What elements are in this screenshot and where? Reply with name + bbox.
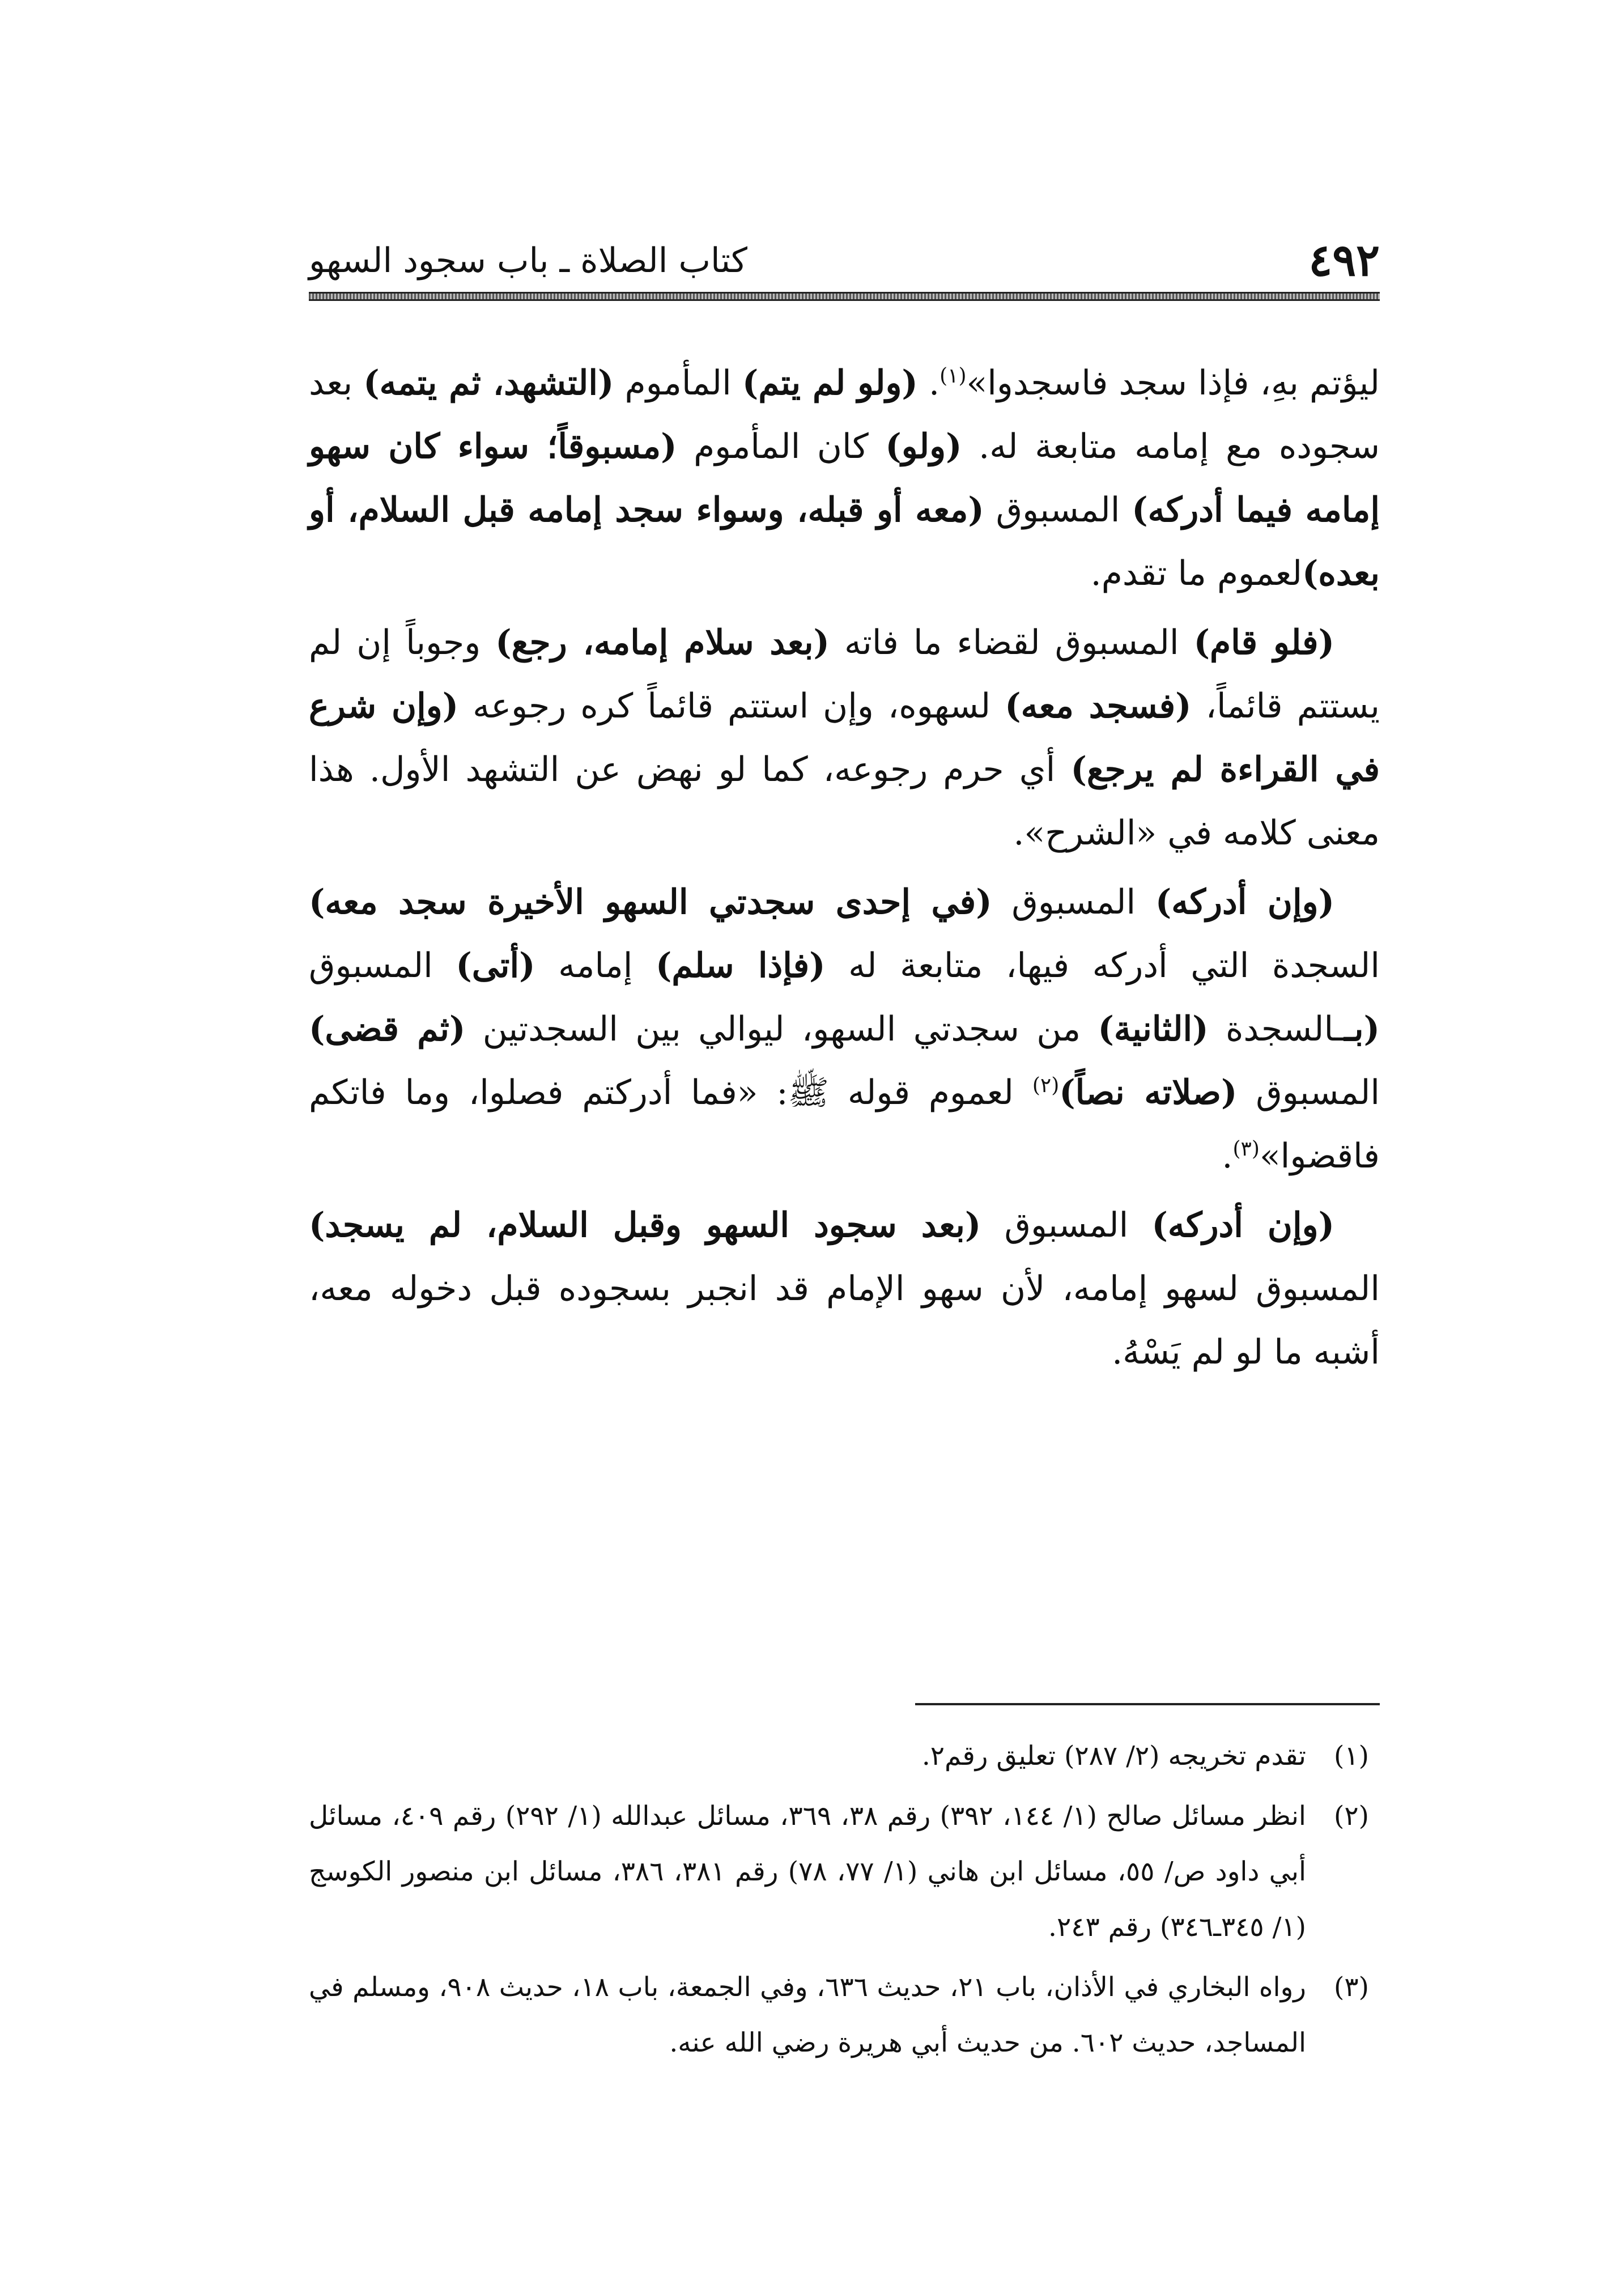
matn-run: (التشهد، ثم يتمه)	[363, 363, 614, 403]
paragraph-1	[309, 351, 1380, 605]
text-run: المسبوق لسهو إمامه، لأن سهو الإمام قد انجبر بسجوده قبل دخوله معه، أشبه ما لو لم يَسْهُ.	[309, 1269, 1380, 1372]
text-run: المسبوق	[1237, 1073, 1380, 1112]
text-run: المسبوق	[981, 1205, 1152, 1245]
text-run: السجدة التي أدركه فيها، متابعة له	[825, 946, 1380, 986]
text-run: .	[1222, 1136, 1233, 1176]
matn-run: (بعد سلام إمامه، رجع)	[495, 623, 830, 663]
footnote-number: (١)	[1334, 1740, 1369, 1772]
paragraph-4	[309, 1194, 1380, 1384]
text-run: من سجدتي السهو، ليوالي بين السجدتين	[465, 1009, 1098, 1049]
text-run: إمامه	[535, 946, 656, 986]
text-run: كان المأموم	[677, 427, 886, 466]
matn-run: (ولو لم يتم)	[742, 363, 918, 403]
main-text	[309, 351, 1380, 1384]
text-run: المأموم	[614, 363, 742, 403]
footnote-ref-2: (٢)	[1032, 1074, 1060, 1097]
text-run: المسبوق	[992, 882, 1155, 922]
matn-run: (بعد سجود السهو وقبل السلام، لم يسجد)	[309, 1205, 981, 1245]
footnote-2	[309, 1789, 1380, 1955]
matn-run: (وإن أدركه)	[1155, 882, 1335, 922]
matn-run: (في إحدى سجدتي السهو الأخيرة سجد معه)	[309, 882, 992, 922]
text-run: ليؤتم بهِ، فإذا سجد فاسجدوا»	[966, 363, 1380, 403]
text-run: لسهوه، وإن استتم قائماً كره رجوعه	[458, 686, 1005, 726]
paragraph-2	[309, 611, 1380, 865]
footnote-ref-1: (١)	[939, 364, 967, 388]
matn-run: (فإذا سلم)	[656, 946, 826, 986]
page-number: ٤٩٢	[1308, 235, 1380, 286]
matn-run: (صلاته نصاً)	[1059, 1073, 1238, 1112]
text-run: ـالسجدة	[1208, 1009, 1345, 1049]
footnote-3	[309, 1960, 1380, 2071]
matn-run: (ثم قضى)	[309, 1009, 466, 1049]
footnote-text: رواه البخاري في الأذان، باب ٢١، حديث ٦٣٦، وفي الجمعة، باب ١٨، حديث ٩٠٨، ومسلم في المساجد، حديث ٦٠٢. من حديث أبي هريرة رضي الله عنه.	[309, 1972, 1306, 2058]
matn-run: (ولو)	[885, 427, 962, 466]
footnote-separator	[915, 1703, 1380, 1705]
text-run: المسبوق لقضاء ما فاته	[829, 623, 1194, 663]
footnote-text: تقدم تخريجه (٢/ ٢٨٧) تعليق رقم٢.	[921, 1740, 1306, 1772]
text-run: المسبوق	[309, 946, 456, 986]
text-run: وجوباً إن لم يستتم قائماً،	[309, 623, 1380, 726]
footnote-number: (٣)	[1334, 1972, 1369, 2003]
footnote-text: انظر مسائل صالح (١/ ١٤٤، ٣٩٢) رقم ٣٨، ٣٦٩، مسائل عبدالله (١/ ٢٩٢) رقم ٤٠٩، مسائل أبي داود ص/ ٥٥، مسائل ابن هاني (١/ ٧٧، ٧٨) رقم ٣٨١، ٣٨٦، مسائل ابن منصور الكوسج (١/ ٣٤٥ـ٣٤٦) رقم ٢٤٣.	[309, 1801, 1306, 1943]
page-header	[309, 230, 1380, 292]
running-title: كتاب الصلاة ـ باب سجود السهو	[309, 241, 747, 281]
text-run: أي حرم رجوعه، كما لو نهض عن التشهد الأول. هذا معنى كلامه في «الشرح».	[309, 750, 1380, 853]
paragraph-3	[309, 871, 1380, 1188]
matn-run: (فسجد معه)	[1005, 686, 1192, 726]
text-run: لعموم قوله ﷺ: «فما أدركتم فصلوا، وما فاتكم فاقضوا»	[309, 1073, 1380, 1176]
text-run: لعموم ما تقدم.	[1090, 554, 1303, 593]
matn-run: (أتى)	[456, 946, 535, 986]
matn-run: (الثانية)	[1098, 1009, 1209, 1049]
matn-run: (معه أو قبله، وسواء سجد إمامه قبل السلام، أو بعده)	[309, 490, 1380, 593]
header-rule	[309, 292, 1380, 301]
text-run: بعد سجوده مع إمامه متابعة له.	[309, 363, 1380, 466]
matn-run: (مسبوقاً؛ سواء كان سهو إمامه فيما أدركه)	[309, 427, 1380, 530]
footnotes	[309, 1729, 1380, 2075]
matn-run: (فلو قام)	[1193, 623, 1334, 663]
matn-run: (بـ	[1344, 1009, 1380, 1049]
text-run: .	[917, 363, 940, 403]
footnote-ref-3: (٣)	[1232, 1137, 1260, 1161]
matn-run: (وإن شرع في القراءة لم يرجع)	[309, 686, 1380, 789]
footnote-1	[309, 1729, 1380, 1784]
footnote-number: (٢)	[1334, 1801, 1369, 1832]
text-run: المسبوق	[984, 490, 1132, 530]
matn-run: (وإن أدركه)	[1151, 1205, 1335, 1245]
